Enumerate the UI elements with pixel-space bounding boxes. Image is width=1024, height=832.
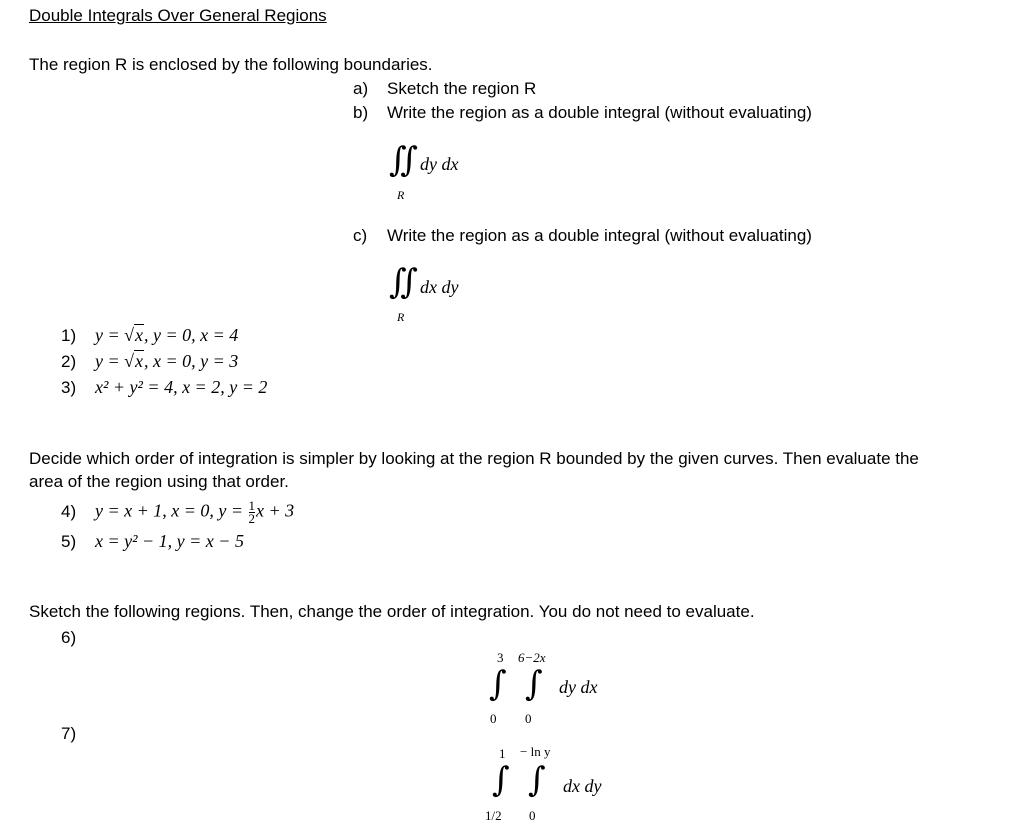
page-title: Double Integrals Over General Regions <box>29 6 327 25</box>
p7-differentials: dx dy <box>563 776 602 796</box>
section2-intro-line2: area of the region using that order. <box>29 472 289 491</box>
region-subscript-c: R <box>397 310 405 324</box>
p7-outer-lower-limit: 1/2 <box>485 808 502 823</box>
task-c <box>353 226 812 246</box>
task-a-text: Sketch the region R <box>387 79 537 98</box>
p6-outer-upper-limit: 3 <box>497 650 504 665</box>
task-b <box>353 103 812 123</box>
problem-4-number: 4) <box>61 501 77 521</box>
p7-inner-upper-limit: − ln y <box>520 744 551 759</box>
p7-outer-integral-sign: ∫ <box>492 760 510 800</box>
double-integral-sign-c: ∬ <box>389 262 418 302</box>
section1-intro: The region R is enclosed by the following boundaries. <box>29 55 433 74</box>
region-subscript-b: R <box>397 188 405 202</box>
task-a-label: a) <box>353 79 369 98</box>
problem-5-number: 5) <box>61 532 77 551</box>
task-c-label: c) <box>353 226 368 245</box>
p6-inner-integral-sign: ∫ <box>525 664 543 704</box>
integral-c-differentials: dx dy <box>420 277 459 297</box>
integral-b-differentials: dy dx <box>420 154 459 174</box>
section3-intro: Sketch the following regions. Then, change the order of integration. You do not need to evaluate. <box>29 602 755 621</box>
p7-inner-integral-sign: ∫ <box>528 760 546 800</box>
task-c-text: Write the region as a double integral (without evaluating) <box>387 226 812 245</box>
problem-1-post: , y = 0, x = 4 <box>144 325 239 345</box>
problem-3 <box>61 377 267 398</box>
problem-3-equation: x² + y² = 4, x = 2, y = 2 <box>95 377 268 397</box>
sqrt-symbol: √ <box>124 351 135 371</box>
p6-differentials: dy dx <box>559 677 598 697</box>
problem-6-number: 6) <box>61 628 77 647</box>
problem-2-number: 2) <box>61 352 77 371</box>
problem-1 <box>61 325 238 346</box>
problem-5-equation: x = y² − 1, y = x − 5 <box>95 531 244 551</box>
problem-7-number: 7) <box>61 724 77 743</box>
problem-5 <box>61 531 244 552</box>
problem-2-post: , x = 0, y = 3 <box>144 351 239 371</box>
fraction-denominator: 2 <box>248 511 256 526</box>
task-b-label: b) <box>353 103 369 122</box>
p6-inner-upper-limit: 6−2x <box>518 650 546 665</box>
problem-4-pre: y = x + 1, x = 0, y = <box>95 500 248 521</box>
p6-inner-lower-limit: 0 <box>525 711 532 726</box>
p6-outer-lower-limit: 0 <box>490 711 497 726</box>
double-integral-sign-b: ∬ <box>389 140 418 180</box>
p7-inner-lower-limit: 0 <box>529 808 536 823</box>
problem-4-fraction <box>249 500 256 525</box>
problem-2-radicand: x <box>135 351 144 371</box>
p6-outer-integral-sign: ∫ <box>489 664 507 704</box>
problem-1-number: 1) <box>61 326 77 345</box>
task-b-text: Write the region as a double integral (without evaluating) <box>387 103 812 122</box>
problem-2-pre: y = <box>95 351 125 371</box>
problem-4 <box>61 500 294 525</box>
task-a <box>353 79 536 99</box>
problem-2 <box>61 351 238 372</box>
problem-4-post: x + 3 <box>256 500 295 521</box>
problem-3-number: 3) <box>61 378 77 397</box>
section2-intro-line1: Decide which order of integration is simpler by looking at the region R bounded by the given curves. Then evaluate the <box>29 449 919 468</box>
sqrt-symbol: √ <box>124 325 135 345</box>
problem-1-radicand: x <box>135 325 144 345</box>
p7-outer-upper-limit: 1 <box>499 746 506 761</box>
fraction-numerator: 1 <box>248 498 256 513</box>
problem-1-pre: y = <box>95 325 125 345</box>
